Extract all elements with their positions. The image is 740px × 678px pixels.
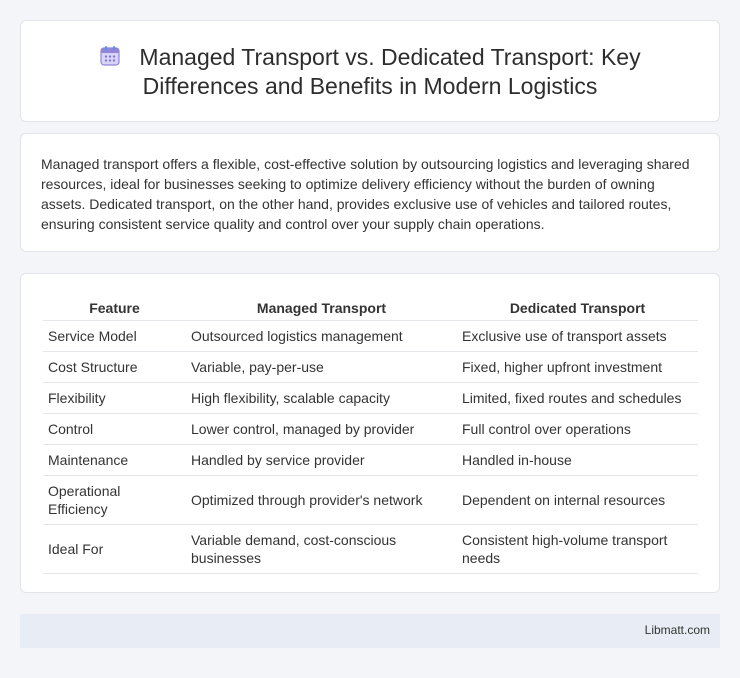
dedicated-cell: Fixed, higher upfront investment xyxy=(457,351,698,382)
table-row xyxy=(43,413,698,444)
footer-brand-link[interactable]: Libmatt.com xyxy=(644,623,710,637)
table-row xyxy=(43,351,698,382)
table-header-row xyxy=(43,294,698,320)
comparison-table xyxy=(43,294,698,574)
feature-cell: Maintenance xyxy=(43,444,186,475)
managed-cell: High flexibility, scalable capacity xyxy=(186,382,457,413)
managed-cell: Variable demand, cost-conscious businesses xyxy=(186,524,457,573)
table-row xyxy=(43,320,698,351)
comparison-card xyxy=(20,273,720,593)
dedicated-cell: Limited, fixed routes and schedules xyxy=(457,382,698,413)
header-dedicated: Dedicated Transport xyxy=(457,294,698,320)
intro-card xyxy=(20,133,720,252)
page-title xyxy=(21,43,719,101)
title-line-2: Differences and Benefits in Modern Logistics xyxy=(142,73,598,99)
managed-cell: Variable, pay-per-use xyxy=(186,351,457,382)
managed-cell: Optimized through provider's network xyxy=(186,475,457,524)
title-card xyxy=(20,20,720,122)
managed-cell: Lower control, managed by provider xyxy=(186,413,457,444)
header-managed: Managed Transport xyxy=(186,294,457,320)
dedicated-cell: Dependent on internal resources xyxy=(457,475,698,524)
feature-cell: Cost Structure xyxy=(43,351,186,382)
managed-cell: Outsourced logistics management xyxy=(186,320,457,351)
managed-cell: Handled by service provider xyxy=(186,444,457,475)
table-row xyxy=(43,524,698,573)
feature-cell: Operational Efficiency xyxy=(43,475,186,524)
footer-bar xyxy=(20,614,720,648)
calendar-icon xyxy=(99,45,121,67)
feature-cell: Control xyxy=(43,413,186,444)
header-feature: Feature xyxy=(43,294,186,320)
feature-cell: Service Model xyxy=(43,320,186,351)
dedicated-cell: Full control over operations xyxy=(457,413,698,444)
intro-paragraph: Managed transport offers a flexible, cost-effective solution by outsourcing logistics and leveraging shared resources, ideal for businesses seeking to optimize delivery efficiency without the burden of owning assets. Dedicated transport, on the other hand, provides exclusive use of vehicles and tailored routes, ensuring consistent service quality and control over your supply chain operations. xyxy=(41,156,690,232)
table-row xyxy=(43,382,698,413)
dedicated-cell: Consistent high-volume transport needs xyxy=(457,524,698,573)
dedicated-cell: Handled in-house xyxy=(457,444,698,475)
dedicated-cell: Exclusive use of transport assets xyxy=(457,320,698,351)
feature-cell: Ideal For xyxy=(43,524,186,573)
title-line-1: Managed Transport vs. Dedicated Transport: Key xyxy=(139,44,641,70)
table-row xyxy=(43,475,698,524)
table-row xyxy=(43,444,698,475)
feature-cell: Flexibility xyxy=(43,382,186,413)
